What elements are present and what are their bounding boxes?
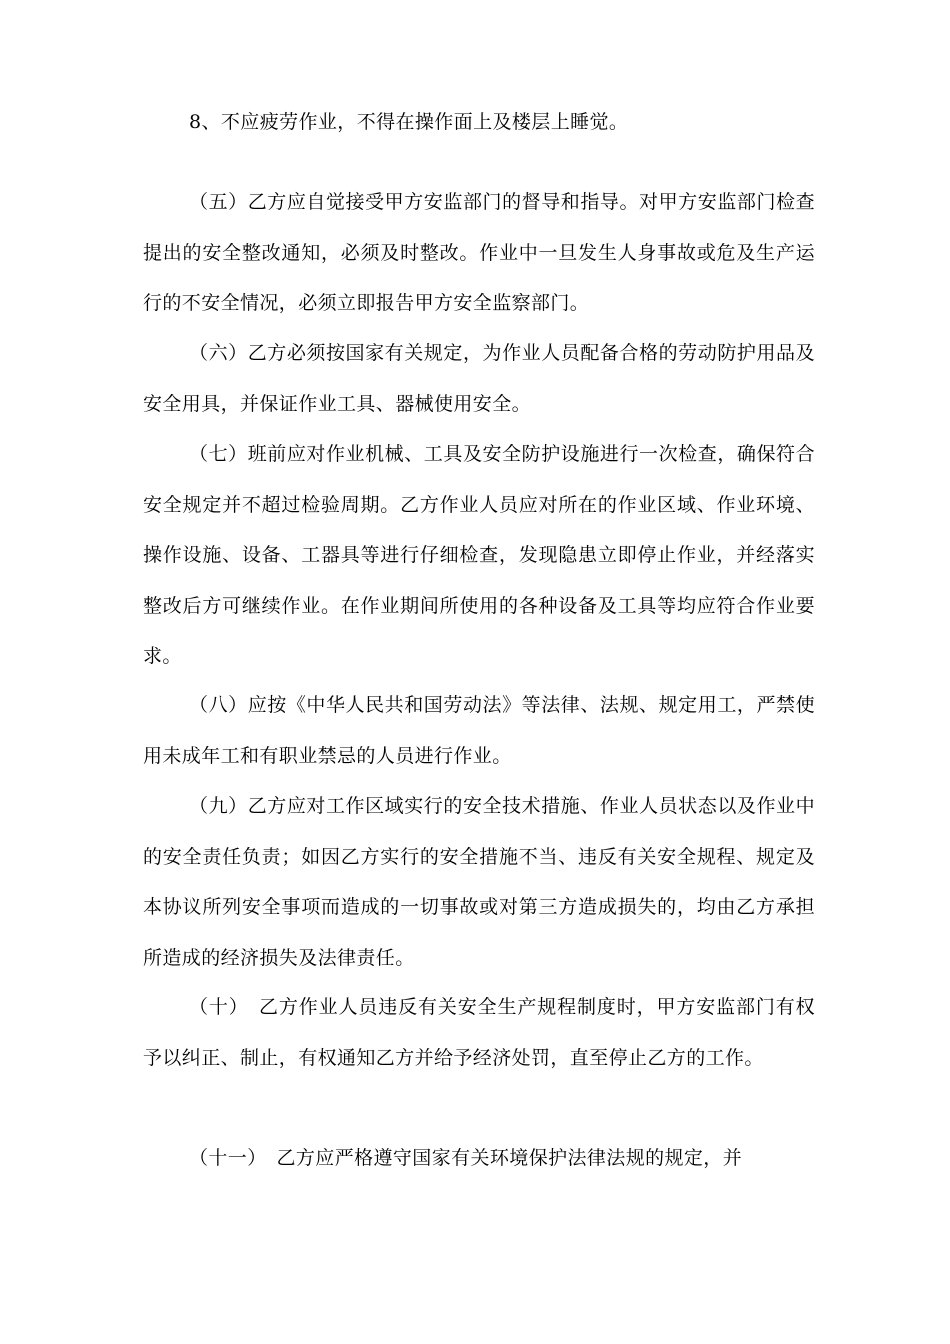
paragraph-clause-6: （六）乙方必须按国家有关规定，为作业人员配备合格的劳动防护用品及安全用具，并保证作业工具、器械使用安全。 (143, 342, 815, 415)
paragraph-clause-10: （十） 乙方作业人员违反有关安全生产规程制度时，甲方安监部门有权予以纠正、制止，有权通知乙方并给予经济处罚，直至停止乙方的工作。 (143, 996, 815, 1069)
paragraph-clause-7: （七）班前应对作业机械、工具及安全防护设施进行一次检查，确保符合安全规定并不超过检验周期。乙方作业人员应对所在的作业区域、作业环境、操作设施、设备、工器具等进行仔细检查，发现隐患立即停止作业，并经落实整改后方可继续作业。在作业期间所使用的各种设备及工具等均应符合作业要求。 (143, 443, 815, 667)
paragraph-item-8: 8、不应疲劳作业，不得在操作面上及楼层上睡觉。 (189, 111, 629, 133)
paragraph-clause-5: （五）乙方应自觉接受甲方安监部门的督导和指导。对甲方安监部门检查提出的安全整改通知，必须及时整改。作业中一旦发生人身事故或危及生产运行的不安全情况，必须立即报告甲方安全监察部门。 (143, 191, 815, 314)
paragraph-clause-11: （十一） 乙方应严格遵守国家有关环境保护法律法规的规定，并 (189, 1147, 743, 1169)
paragraph-clause-8: （八）应按《中华人民共和国劳动法》等法律、法规、规定用工，严禁使用未成年工和有职业禁忌的人员进行作业。 (143, 694, 815, 767)
paragraph-clause-9: （九）乙方应对工作区域实行的安全技术措施、作业人员状态以及作业中的安全责任负责；如因乙方实行的安全措施不当、违反有关安全规程、规定及本协议所列安全事项而造成的一切事故或对第三方造成损失的，均由乙方承担所造成的经济损失及法律责任。 (143, 795, 815, 969)
